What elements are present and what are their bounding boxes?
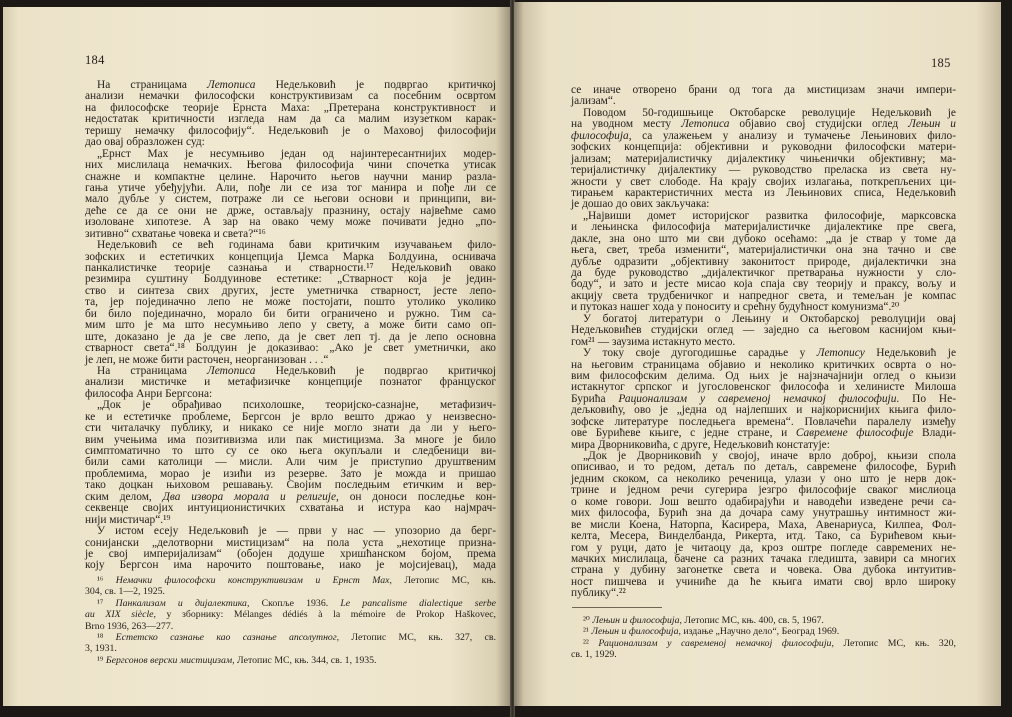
text-line: дао овај образложен суд: xyxy=(85,136,205,149)
text-line: истакнутог српског и југословенског философа и хелинисте Милоша xyxy=(571,381,956,394)
italic-text: Панкализам и дијалектика xyxy=(115,597,247,609)
quotation xyxy=(571,211,956,314)
text-line: Недељковић се већ годинама бави критичким изучавањем фило- xyxy=(97,239,496,252)
italic-text: Рационализам у савременој немачкој философији xyxy=(598,637,832,649)
italic-text: Летописа xyxy=(207,364,256,377)
italic-text: Естетско сазнање као сазнање апсолутног xyxy=(115,631,337,643)
text-run: ¹⁹ xyxy=(97,654,106,666)
text-line: дељковићу, ово је „једна од најлепших и најкориснијих књига фило- xyxy=(571,404,956,417)
text-line: изоловане хипотезе. А зар на овако чему може почивати једно „по- xyxy=(85,216,496,229)
text-run: објавио свој студијски оглед xyxy=(729,118,909,131)
text-run: ²¹ xyxy=(583,626,592,638)
text-line xyxy=(85,575,496,586)
italic-text: Бергсонов верски мистицизам xyxy=(105,654,233,666)
text-line: је леп, не може бити расточен, неорганизован . . .“ xyxy=(85,353,329,366)
text-line xyxy=(571,348,956,359)
text-line: Поводом 50-годишњице Октобарске револуције Недељковић је xyxy=(583,106,956,119)
footnotes xyxy=(85,575,496,666)
text-line: вим философским делима. Од њих је најзначајнији оглед о књизи xyxy=(571,369,956,382)
text-line: теришу немачку философију“. Недељковић је о Маховој философији xyxy=(85,124,496,137)
text-line: на његовим страницама објавио и неколико критичких осврта о но- xyxy=(571,358,956,371)
text-line: зофских концепција: објективни и руководни философски матери- xyxy=(571,141,956,154)
text-run: Бурића xyxy=(571,392,619,405)
text-line: теријалистичку дијалектику — руководство преласка из света ну- xyxy=(571,164,956,177)
text-line: о коме говори. Још вешто одабирајући и наводећи изведене речи са- xyxy=(571,495,956,508)
text-line: је свој империјализам“ (обојен додуше хришћанском бојом, према xyxy=(85,547,496,560)
italic-text: Лењин и философија xyxy=(592,615,680,626)
text-line: панкалистичке теорије сазнања и стварности.¹⁷ Недељковић овако xyxy=(85,262,496,274)
italic-text: Два извора морала и религије xyxy=(162,490,337,503)
text-line: Недељковићев студијски оглед — заједно са његовом каснијом књи- xyxy=(571,324,956,337)
text-line: „Док је обрађивао психолошке, теоријско-сазнајне, метафизич- xyxy=(97,399,496,412)
text-line: трине и једном речи сугерира језгро философије сваког мислиоца xyxy=(571,484,956,497)
text-line: „Ернст Мах је несумњиво један од најинтересантнијих модер- xyxy=(97,147,496,160)
text-line: јализам“. xyxy=(571,95,616,108)
quotation xyxy=(85,400,496,526)
text-line: жности у свет слободе. На крају својих излагања, поткрепљених ци- xyxy=(571,175,956,188)
text-line: да буде руководство „дијалектичког претварања нужности у сло- xyxy=(571,267,956,279)
footnote xyxy=(85,655,496,666)
text-run: ²² xyxy=(583,637,599,649)
text-line: мало дубље у систем, потраже ли се његови основи и принципи, ви- xyxy=(85,193,496,206)
italic-text: Le pancalisme dialectique serbe xyxy=(340,597,496,609)
italic-text: Летописа xyxy=(207,79,256,91)
text-line: секвенце својих интуиционистичких схватања и истура као најмрач- xyxy=(85,502,496,515)
body-text xyxy=(571,85,956,600)
text-line: ство и синтеза свих других, јесте уметничка стварност, јесте лепо- xyxy=(85,284,496,297)
text-run: Недељковић је подвргао критичкој xyxy=(255,364,496,377)
text-line: мим што је ма што несумњиво лепо у свету, а може бити само оп- xyxy=(85,319,496,332)
text-line: ност пишчева и учиниће да ће књига имати свој врло широку xyxy=(571,575,956,588)
text-line: 304, св. 1—2, 1925. xyxy=(85,586,166,598)
italic-text: Савремене философије xyxy=(795,427,914,440)
text-line xyxy=(85,609,496,620)
footnote xyxy=(571,638,956,661)
text-line: се иначе отворено брани од тога да мистицизам значи импери- xyxy=(571,84,956,96)
text-line: једним скоком, са неколико реченица, улази у оно што је нерв док- xyxy=(571,472,956,485)
text-line: на философске теорије Ернста Маха: „Претерана конструктивност и xyxy=(85,101,496,114)
text-line: тирањем карактеристичних места из Лењинових списа, Недељковић xyxy=(571,186,956,199)
italic-text: Лењин и xyxy=(908,118,956,131)
text-line xyxy=(571,626,956,637)
text-line xyxy=(571,638,956,649)
text-run: , он доноси последње кон- xyxy=(336,490,496,503)
quotation xyxy=(85,149,496,241)
text-line: дубље одразити „објективну законитост природе, дијалектички зна xyxy=(571,255,956,268)
text-line xyxy=(85,598,496,609)
text-line: сти читалачку публику, и никако се није могло знати да ли у њего- xyxy=(85,422,496,435)
text-run: У току своје дугогодишње сарадње у xyxy=(583,347,817,360)
text-line xyxy=(85,632,496,643)
text-line: вим учењима има позитивизма или пак мистицизма. За многе је било xyxy=(85,433,496,446)
text-line: философа Анри Бергсона: xyxy=(85,387,213,400)
text-line: св. 1, 1929. xyxy=(571,649,617,661)
text-run: ¹⁸ xyxy=(97,631,116,643)
text-run: На страницама xyxy=(97,364,208,377)
footnote-rule xyxy=(572,607,662,608)
text-line: боду“, и зато и јесте мисао која спаја сву теорију и праксу, вољу и xyxy=(571,278,956,291)
text-line: деће се да се они не држе, остављају празнину, остају највећме само xyxy=(85,204,496,217)
text-line: стварност света“.¹⁸ Болдуин је доказивао: „Ако је свет уметнички, ако xyxy=(85,342,496,355)
text-run: , Летопис МС, књ. 344, св. 1, 1935. xyxy=(232,654,377,666)
text-run: , Летопис МС, књ. 400, св. 5, 1967. xyxy=(679,615,824,626)
text-line: „Док је Дворниковић у својој, иначе врло доброј, књизи спола xyxy=(583,450,956,462)
text-line: и путоказ нашег хода у поноситу и срећну будућност комунизма“.²⁰ xyxy=(571,301,900,314)
quotation xyxy=(571,451,956,600)
text-line xyxy=(571,428,956,439)
italic-text: Летописа xyxy=(681,118,730,131)
body-text xyxy=(85,80,496,572)
italic-text: Лењин и философија xyxy=(591,626,679,638)
text-run: , са улажењем у анализу и тумачење Лењинових фило- xyxy=(628,129,956,142)
text-line xyxy=(571,615,956,626)
italic-text: Немачки философски конструктивизам и Ернст Мах xyxy=(115,575,390,586)
text-line: мих философа, Бурић зна да дочара саму унутрашњу интимност жи- xyxy=(571,507,956,520)
page-number: 185 xyxy=(931,56,951,70)
text-run: . По Не- xyxy=(896,392,956,405)
text-line: У богатој литератури о Лењину и Октобарској револуцији овај xyxy=(583,312,956,325)
italic-text: Летопису xyxy=(816,347,865,360)
text-run: , у зборнику: Mélanges dédiés à la mémoire de Prokop Haškovec, xyxy=(153,609,496,621)
text-run: ¹⁷ xyxy=(97,597,116,609)
footnote xyxy=(85,575,496,598)
text-line: публику“.²² xyxy=(571,587,626,600)
text-line: би било појединачно, морало би бити ограничено и ружно. Тим са- xyxy=(85,307,496,320)
footnote xyxy=(85,598,496,632)
italic-text: au XIX siècle xyxy=(85,609,154,621)
text-run: Влади- xyxy=(913,427,956,440)
text-line: јализам; материјалистичку дијалектику чињенички објективну; ма- xyxy=(571,152,956,165)
footnote xyxy=(571,615,956,626)
text-line: гања утиче убеђујући. Али, пође ли се иза тог манира и пође ли се xyxy=(85,181,496,194)
left-page xyxy=(3,7,511,706)
text-line: снажне и компактне целине. Нарочито његов научни манир разла- xyxy=(85,170,496,183)
text-line: и лењинска философија материјалистичке дијалектике пре свега, xyxy=(571,221,956,234)
text-line: зофске литературе последњега времена“. Повлачећи паралелу између xyxy=(571,415,956,428)
text-line: зитивно“ схватање човека и света?“¹⁶ xyxy=(85,227,266,240)
text-run: , издање „Научно дело“, Београд 1969. xyxy=(678,626,840,638)
text-run: , Летопис МС, књ. 327, св. xyxy=(336,631,496,643)
italic-text: Рационализам у савременој немачкој философији xyxy=(618,392,897,405)
text-line: анализи немачки философски конструктивизам са посебним освртом xyxy=(85,90,496,103)
text-line: мачких мислилаца, бачене са разних тачака гледишта, завири са многих xyxy=(571,552,956,565)
paragraph xyxy=(571,108,956,211)
text-line: је дошао до ових закључака: xyxy=(571,198,710,211)
text-line: них мислилаца немачких. Његова философија чини спочетка утисак xyxy=(85,159,496,172)
text-line: њега, свет, треба изменити“, материјалистички она зна тачно и све xyxy=(571,244,956,257)
text-line: ке и естетичке проблеме, Бергсон је врло вешто држао у неизвесно- xyxy=(85,410,496,423)
text-line: акцију света трудбеничког и напредног света, и темељан је компас xyxy=(571,289,956,302)
text-line: дакле, зна оно што ми сви дубоко осећамо: „да је ствар у томе да xyxy=(571,232,956,245)
text-line: гом²¹ — заузима истакнуто место. xyxy=(571,335,736,348)
right-page xyxy=(514,2,1001,706)
text-run: ²⁰ xyxy=(583,615,593,626)
paragraph xyxy=(85,366,496,400)
text-run: , Летопис МС, књ. 320, xyxy=(831,637,956,649)
paragraph xyxy=(85,526,496,572)
text-line: резимира суштину Болдуинове естетике: „Стварност која је једин- xyxy=(85,273,496,286)
text-run: Недељковић је xyxy=(864,347,956,360)
paragraph xyxy=(85,80,496,149)
text-line: проблемима, морао је изићи из резерве. Зато је можда и пришао xyxy=(85,467,496,480)
page-number: 184 xyxy=(85,53,105,67)
text-line: 3, 1931. xyxy=(85,643,117,655)
text-line: симптоматично то што су се око њега окупљали и следбеници ви- xyxy=(85,445,496,457)
text-line: ште, доказано је да је све лепо, да је свет леп тј. да је лепо основна xyxy=(85,330,496,343)
text-line: У истом есеју Недељковић је — први у нас — упозорио да берг- xyxy=(97,525,496,538)
text-run: , Летопис МС, књ. xyxy=(389,575,496,586)
footnote xyxy=(85,632,496,655)
text-line: тако доцкан њиховом решавању. Својим последњим етичким и вер- xyxy=(85,479,496,492)
text-line: та, јер појединачно лепо не може постојати, пошто утолико уколико xyxy=(85,296,496,309)
text-run: ским делом, xyxy=(85,490,163,503)
text-line: страна у дубину загонетке света и човека. Ова дубока интуитив- xyxy=(571,564,956,577)
text-line: „Највиши домет историјског развитка философије, марксовска xyxy=(583,209,956,222)
text-run: На страницама xyxy=(97,79,208,91)
text-run: Недељковић је подвргао критичкој xyxy=(255,79,496,91)
text-line: мира Дворниковића, с друге, Недељковић констатује: xyxy=(571,438,830,451)
text-line: коју Бергсон има нарочито поштовање, иако је мојсијевац), мада xyxy=(85,559,496,572)
text-line: нији мистичар“.¹⁹ xyxy=(85,513,171,526)
text-line: сонијански „делотворни мистицизам“ на пола уста „нехотице призна- xyxy=(85,536,496,549)
text-line: анализи мистичке и метафизичке концепције познатог француског xyxy=(85,376,496,389)
text-run: , Скопље 1936. xyxy=(246,597,341,609)
text-line: били сами католици — мисли. Али чим је приступио друштвеним xyxy=(85,456,496,469)
paragraph xyxy=(571,348,956,451)
text-line: недостатак критичности изгледа нам да са малим изузетком карак- xyxy=(85,113,496,126)
text-line: ве мисли Коена, Наторпа, Касирера, Маха, Авенариуса, Килпеа, Фол- xyxy=(571,518,956,531)
text-line: гом у руци, дато је читаоцу да, кроз оштре погледе савремених не- xyxy=(571,541,956,554)
footnote xyxy=(571,626,956,637)
text-run: ове Бурићеве књиге, с једне стране, и xyxy=(571,427,796,440)
text-line: келта, Месера, Винделбанда, Рикерта, итд. Тако, са Бурићевом књи- xyxy=(571,530,956,543)
footnotes xyxy=(571,615,956,661)
paragraph xyxy=(85,240,496,366)
text-line: зофских и естетичких концепција Џемса Марка Болдуина, оснивача xyxy=(85,250,496,263)
text-line xyxy=(85,655,496,666)
text-line: описивао, и то редом, детаљ по детаљ, савремене философе, Бурић xyxy=(571,461,956,474)
paragraph xyxy=(571,314,956,348)
paragraph xyxy=(571,85,956,108)
text-run: на уводном месту xyxy=(571,118,682,131)
text-run: ¹⁶ xyxy=(97,575,116,586)
text-line: Brno 1936, 263—277. xyxy=(85,620,174,632)
italic-text: философија xyxy=(571,129,629,142)
